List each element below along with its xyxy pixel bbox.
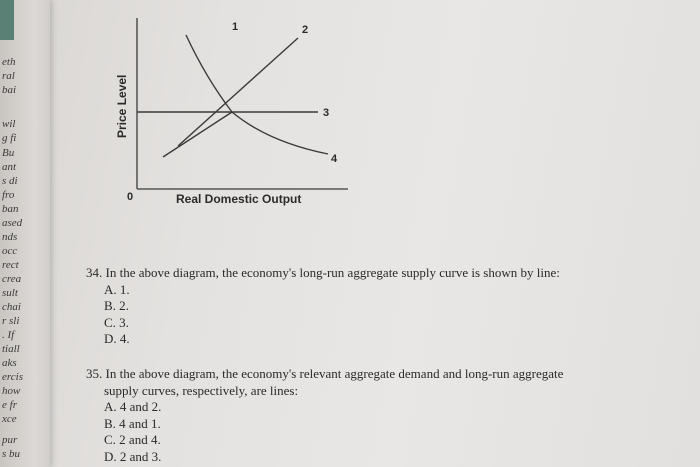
margin-fragment: tiall xyxy=(2,343,20,355)
margin-fragment: bai xyxy=(2,84,17,96)
answer-option[interactable]: D. 4. xyxy=(104,331,130,346)
question-34 xyxy=(86,265,560,348)
series-label-1: 1 xyxy=(232,21,239,33)
margin-fragment: pur xyxy=(2,434,18,446)
margin-fragment: chai xyxy=(2,301,21,313)
margin-fragment: g fi xyxy=(2,132,17,144)
margin-fragment: ban xyxy=(2,203,19,215)
margin-fragment: sult xyxy=(2,287,18,299)
margin-fragment: ased xyxy=(2,217,23,229)
series-line-4 xyxy=(163,112,232,157)
question-stem-line-1: 35. In the above diagram, the economy's relevant aggregate demand and long-run aggregate xyxy=(86,366,564,381)
answer-option[interactable]: A. 4 and 2. xyxy=(104,399,162,414)
question-stem-line-2: supply curves, respectively, are lines: xyxy=(104,382,299,398)
series-line-1 xyxy=(186,35,328,154)
margin-fragment: e fr xyxy=(2,399,17,411)
series-label-2: 2 xyxy=(302,24,309,36)
margin-fragment: s di xyxy=(2,175,18,187)
answer-option[interactable]: B. 4 and 1. xyxy=(104,415,161,431)
question-stem: 34. In the above diagram, the economy's long-run aggregate supply curve is shown by line: xyxy=(86,265,560,280)
question-35 xyxy=(86,366,564,465)
answer-option[interactable]: A. 1. xyxy=(104,281,130,297)
margin-fragment: wil xyxy=(2,118,16,130)
origin-label: 0 xyxy=(127,191,134,203)
y-axis-label: Price Level xyxy=(115,74,129,138)
margin-fragment: rect xyxy=(2,259,19,271)
margin-fragment: eth xyxy=(2,56,16,68)
margin-fragment: fro xyxy=(2,189,15,201)
answer-option[interactable]: D. 2 and 3. xyxy=(104,448,162,464)
margin-fragment: ant xyxy=(2,161,17,173)
answer-option[interactable]: C. 2 and 4. xyxy=(104,432,161,447)
x-axis-label: Real Domestic Output xyxy=(176,192,302,206)
answer-option[interactable]: B. 2. xyxy=(104,298,129,313)
series-label-4: 4 xyxy=(331,153,338,165)
margin-fragment: occ xyxy=(2,245,18,257)
margin-fragment: ercis xyxy=(2,371,23,383)
series-line-4-guide xyxy=(163,150,330,158)
answer-option[interactable]: C. 3. xyxy=(104,314,129,330)
margin-fragment: s bu xyxy=(2,448,21,460)
margin-fragment: r sli xyxy=(2,315,20,327)
margin-fragment: how xyxy=(2,385,21,397)
margin-fragment: ral xyxy=(2,70,15,82)
margin-fragment: aks xyxy=(2,357,17,369)
margin-fragment: nds xyxy=(2,231,18,243)
margin-fragment: crea xyxy=(2,273,22,285)
margin-fragment: . If xyxy=(2,329,15,341)
series-label-3: 3 xyxy=(323,107,330,119)
margin-fragment: xce xyxy=(2,413,17,425)
margin-fragment: Bu xyxy=(2,147,15,159)
